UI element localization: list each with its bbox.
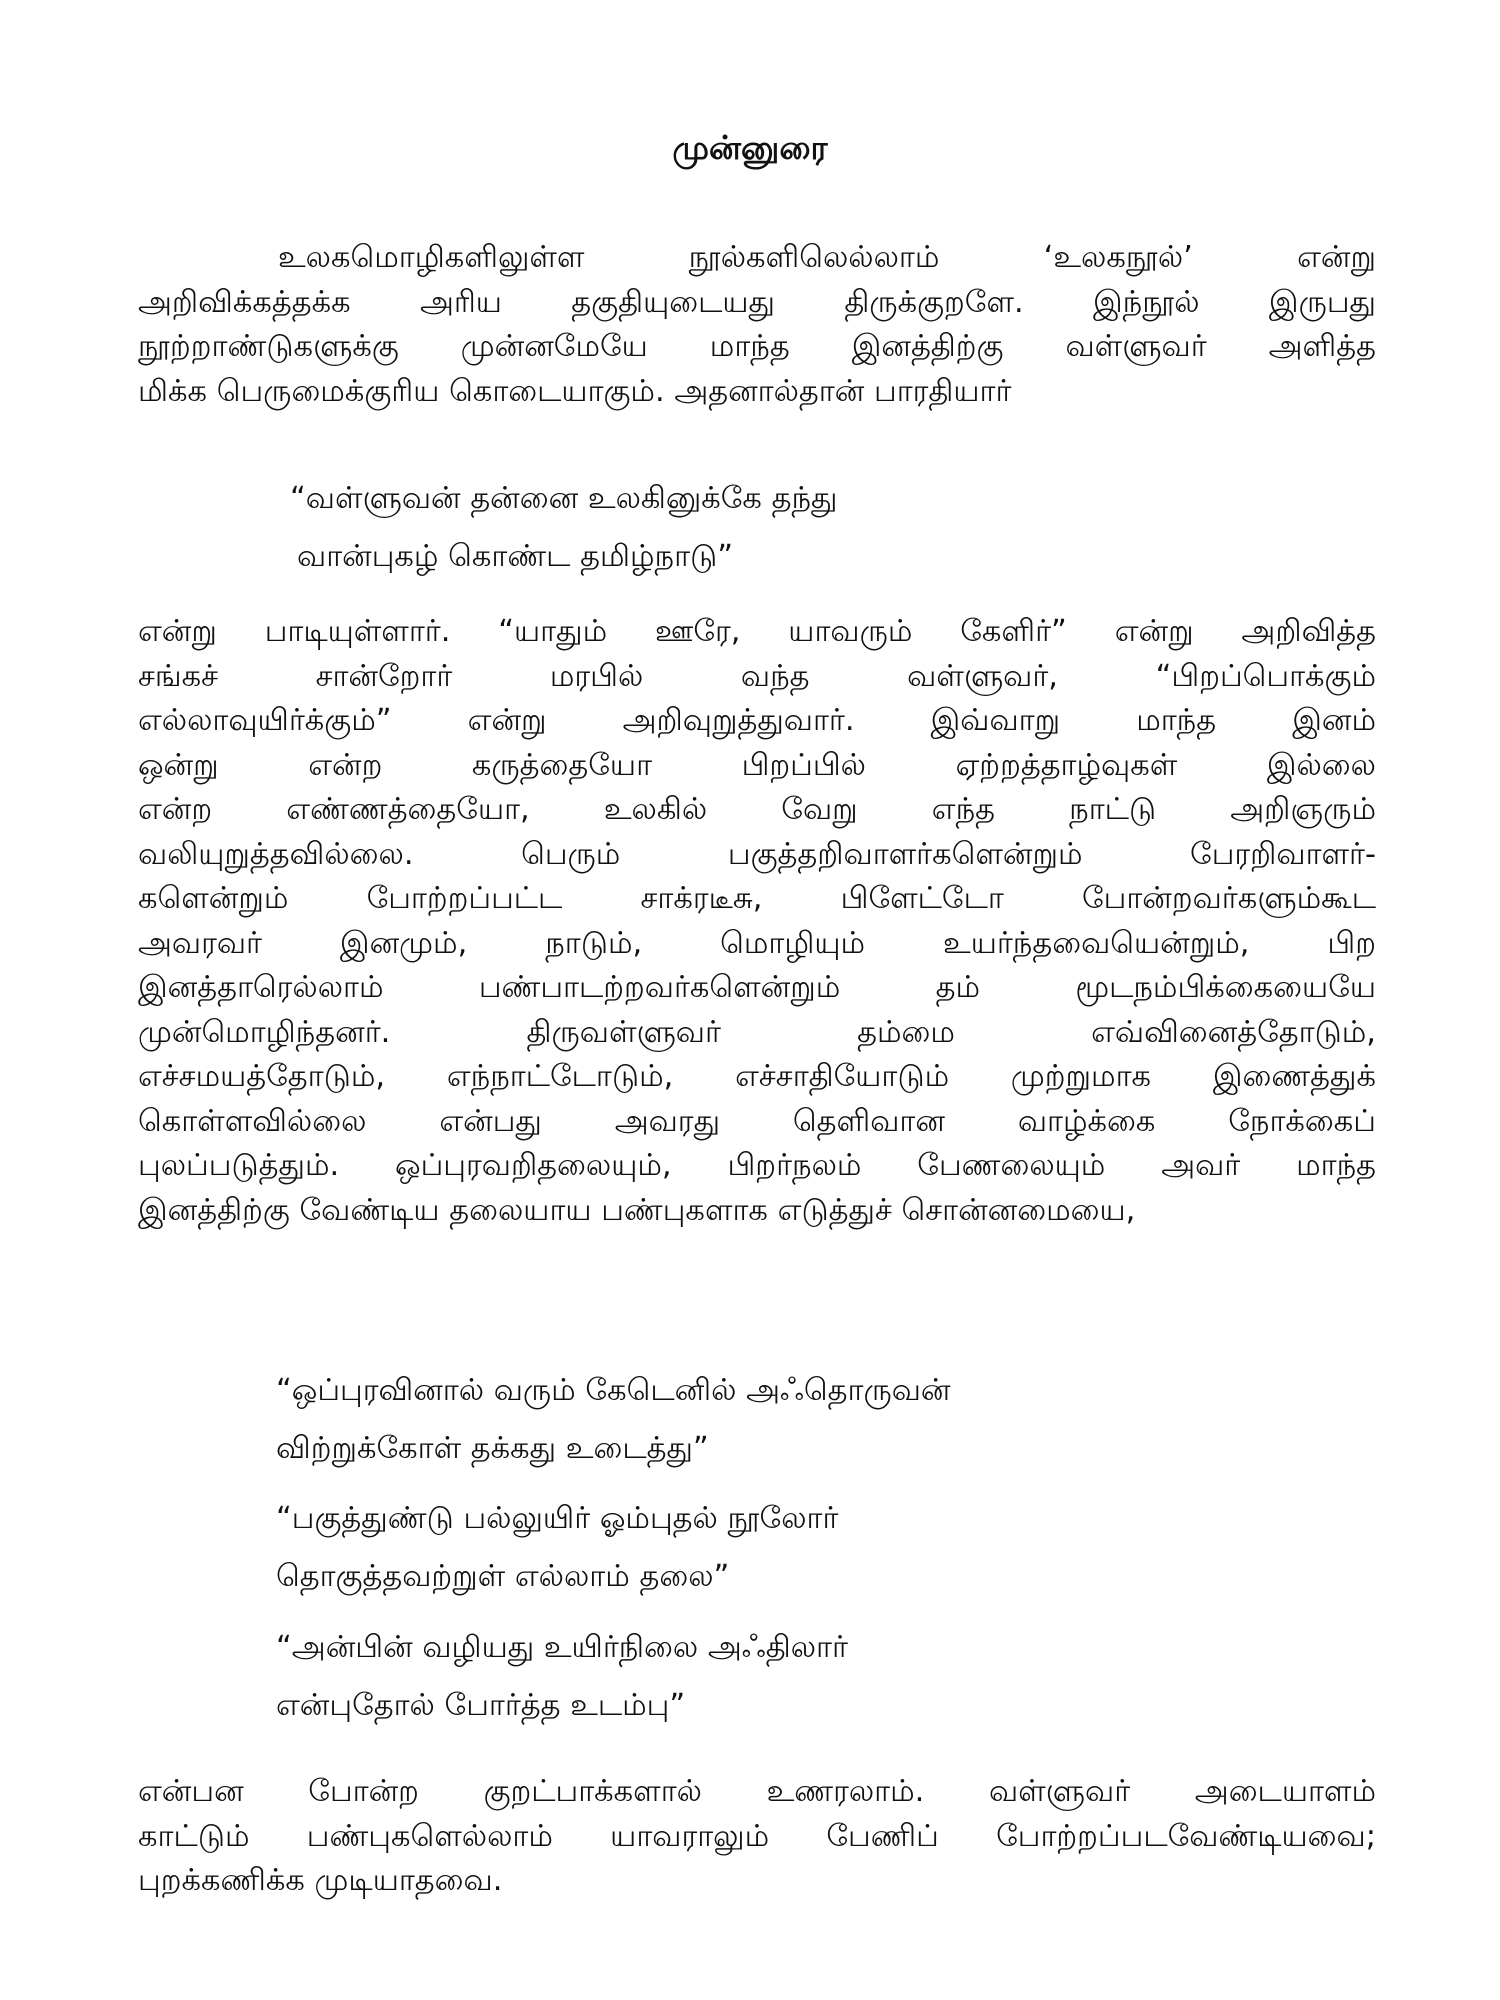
text-line: வலியுறுத்தவில்லை. பெரும் பகுத்தறிவாளர்களென்றும் பேரறிவாளர்- (138, 836, 1376, 872)
paragraph-intro (138, 236, 1376, 414)
page-title: முன்னுரை (672, 128, 828, 167)
text-line: எல்லாவுயிர்க்கும்” என்று அறிவுறுத்துவார். இவ்வாறு மாந்த இனம் (138, 703, 1376, 738)
verse-line: “அன்பின் வழியது உயிர்நிலை அஃதிலார் (276, 1630, 848, 1665)
text-line: களென்றும் போற்றப்பட்ட சாக்ரடீசு, பிளேட்டோ போன்றவர்களும்கூட (138, 881, 1376, 916)
text-line: நூற்றாண்டுகளுக்கு முன்னமேயே மாந்த இனத்திற்கு வள்ளுவர் அளித்த (138, 329, 1376, 364)
text-line: உலகமொழிகளிலுள்ள நூல்களிலெல்லாம் ‘உலகநூல்’ என்று (278, 240, 1376, 275)
text-line: கொள்ளவில்லை என்பது அவரது தெளிவான வாழ்க்கை நோக்கைப் (138, 1103, 1376, 1139)
text-line: ஒன்று என்ற கருத்தையோ பிறப்பில் ஏற்றத்தாழ்வுகள் இல்லை (138, 747, 1376, 783)
text-line: என்பன போன்ற குறட்பாக்களால் உணரலாம். வள்ளுவர் அடையாளம் (138, 1774, 1376, 1809)
paragraph-conclusion (138, 1770, 1376, 1904)
verse-line: “ஒப்புரவினால் வரும் கேடெனில் அஃதொருவன் (276, 1373, 951, 1408)
text-line: இனத்திற்கு வேண்டிய தலையாய பண்புகளாக எடுத்துச் சொன்னமையை, (138, 1192, 1136, 1228)
text-line: புலப்படுத்தும். ஒப்புரவறிதலையும், பிறர்நலம் பேணலையும் அவர் மாந்த (138, 1148, 1376, 1183)
verse-line: தொகுத்தவற்றுள் எல்லாம் தலை” (276, 1559, 730, 1594)
verse-line: என்புதோல் போர்த்த உடம்பு” (276, 1688, 686, 1723)
text-line: சங்கச் சான்றோர் மரபில் வந்த வள்ளுவர், “பிறப்பொக்கும் (138, 658, 1376, 694)
text-line: அறிவிக்கத்தக்க அரிய தகுதியுடையது திருக்குறளே. இந்நூல் இருபது (138, 284, 1376, 320)
text-line: மிக்க பெருமைக்குரிய கொடையாகும். அதனால்தான் பாரதியார் (138, 373, 1012, 409)
text-line: எச்சமயத்தோடும், எந்நாட்டோடும், எச்சாதியோடும் முற்றுமாக இணைத்துக் (138, 1059, 1376, 1094)
paragraph-main (138, 610, 1376, 1233)
text-line: என்று பாடியுள்ளார். “யாதும் ஊரே, யாவரும் கேளிர்” என்று அறிவித்த (138, 614, 1376, 649)
verse-line: வான்புகழ் கொண்ட தமிழ்நாடு” (297, 539, 734, 574)
verse-quote-bharathi (290, 470, 838, 586)
kural-verse-1 (276, 1362, 951, 1478)
text-line: முன்மொழிந்தனர். திருவள்ளுவர் தம்மை எவ்வினைத்தோடும், (138, 1014, 1376, 1050)
text-line: என்ற எண்ணத்தையோ, உலகில் வேறு எந்த நாட்டு அறிஞரும் (138, 792, 1376, 827)
text-line: காட்டும் பண்புகளெல்லாம் யாவராலும் பேணிப் போற்றப்படவேண்டியவை; (138, 1818, 1376, 1854)
text-line: புறக்கணிக்க முடியாதவை. (138, 1863, 503, 1898)
text-line: இனத்தாரெல்லாம் பண்பாடற்றவர்களென்றும் தம் மூடநம்பிக்கையையே (138, 970, 1376, 1005)
verse-line: “பகுத்துண்டு பல்லுயிர் ஓம்புதல் நூலோர் (276, 1501, 839, 1536)
text-line: அவரவர் இனமும், நாடும், மொழியும் உயர்ந்தவையென்றும், பிற (138, 925, 1376, 961)
kural-verse-2 (276, 1490, 838, 1606)
verse-line: “வள்ளுவன் தன்னை உலகினுக்கே தந்து (290, 481, 838, 516)
kural-verse-3 (276, 1619, 848, 1735)
verse-line: விற்றுக்கோள் தக்கது உடைத்து” (276, 1431, 709, 1466)
